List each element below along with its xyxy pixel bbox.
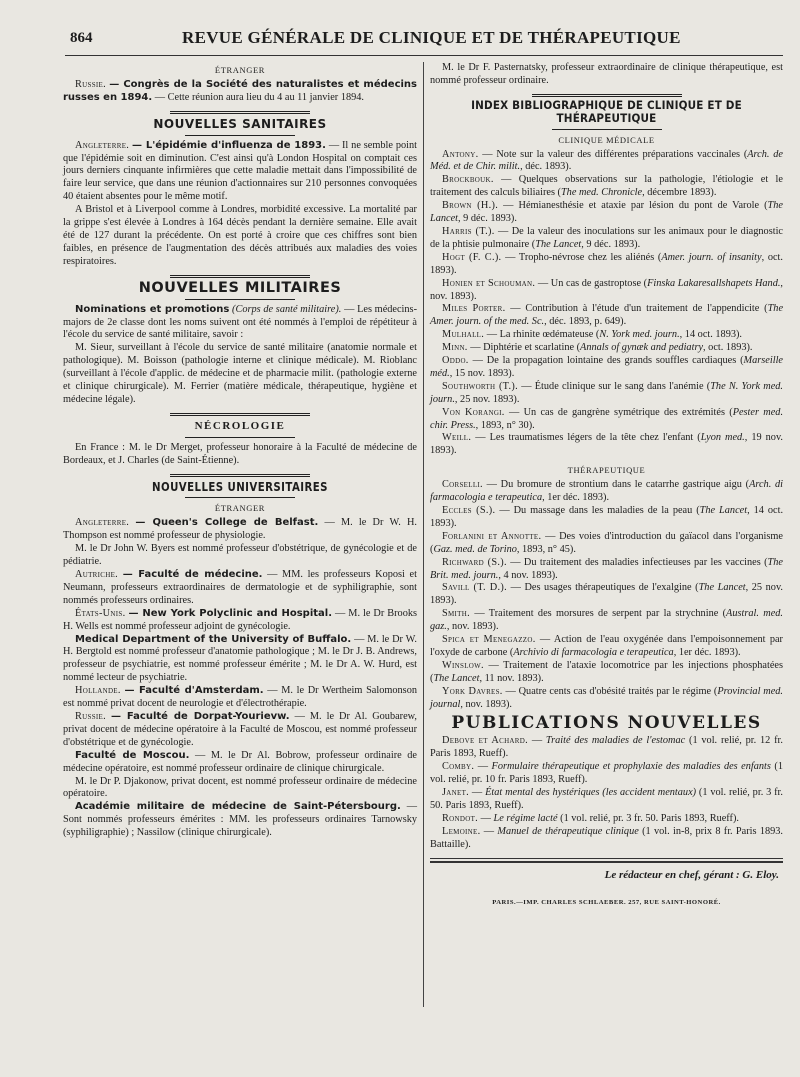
book-title: État mental des hystériques (les accident mentaux) <box>485 787 697 799</box>
bibliography-entry <box>430 531 783 557</box>
journal-source: The Lancet <box>699 505 748 516</box>
russie-congres-item: Russie. — Congrès de la Société des naturalistes et médecins russes en 1894. — Cette réunion aura lieu du 4 au 11 janvier 1894. <box>63 78 418 103</box>
journal-source: Marseille méd. <box>430 355 783 379</box>
bibliography-entry <box>430 174 783 200</box>
page-header <box>0 28 800 54</box>
author-name: Winslow. <box>442 659 484 671</box>
necrologie-section-header <box>63 413 417 438</box>
journal-source: The Lancet <box>535 238 582 250</box>
entry-text: — La rhinite œdémateuse ( <box>486 329 600 341</box>
author-name: Eccles (S.). <box>442 505 496 516</box>
author-name: Richward (S.). <box>442 556 507 568</box>
footer-rule <box>430 858 783 859</box>
running-title: REVUE GÉNÉRALE DE CLINIQUE ET DE THÉRAPEUTIQUE <box>182 28 681 47</box>
entry-text: — Du traitement des maladies infectieuses par les vaccines ( <box>510 556 768 568</box>
footer-rule <box>430 861 783 863</box>
entry-date: , 11 nov. 1893). <box>479 672 544 684</box>
author-name: Lemoine. <box>442 825 481 837</box>
journal-source: The Lancet <box>433 672 480 684</box>
author-name: Forlanini et Annotte. <box>442 530 542 542</box>
publication-entry: Rondot. — Le régime lacté (1 vol. relié, pr. 3 fr. 50. Paris 1893, Rueff). <box>442 812 739 824</box>
clinique-subheading: CLINIQUE MÉDICALE <box>558 134 655 145</box>
bibliography-entry <box>430 432 783 458</box>
entry-text: — Contribution à l'étude d'un traitement de l'appendicite ( <box>510 303 768 315</box>
saint-petersbourg-item: Académie militaire de médecine de Saint-Pétersbourg. — Sont nommés professeurs émérites : MM. les professeurs ordinaires Tarnowsky (syphiligraphie) ; Nassilow (clinique chirurgicale). <box>63 801 417 839</box>
publications-title: PUBLICATIONS NOUVELLES <box>451 712 762 733</box>
necrologie-title: NÉCROLOGIE <box>194 419 286 432</box>
entry-text: — Action de l'eau oxygénée dans l'empoisonnement par l'oxyde de carbone ( <box>430 634 783 658</box>
entry-text: — Note sur la valeur des différentes préparations vaccinales ( <box>482 148 748 160</box>
journal-source: Arch. di farmacologia e terapeutica <box>430 479 783 504</box>
bibliography-entry <box>430 608 783 634</box>
book-details: (1 vol. relié, pr. 3 fr. 50. Paris 1893, Rueff). <box>430 787 783 811</box>
militaires-title: NOUVELLES MILITAIRES <box>138 279 342 296</box>
book-title: Traité des maladies de l'estomac <box>545 735 686 747</box>
etats-unis-item: États-Unis. — New York Polyclinic and Hospital. — M. le Dr Brooks H. Wells est nommé professeur adjoint de gynécologie. <box>63 607 417 632</box>
author-name: Hogt (F. C.). <box>442 251 502 263</box>
author-name: Janet. <box>442 787 470 799</box>
entry-text: — De la propagation lointaine des grands souffles cardiaques ( <box>472 355 744 367</box>
author-name: Rondot. <box>442 812 479 824</box>
book-title: Le régime lacté <box>493 812 558 824</box>
therapeutique-bibliography-list <box>430 479 783 711</box>
angleterre-influenza-item: Angleterre. — L'épidémie d'influenza de 1893. — Il ne semble point que l'épidémie soit en diminution. C'est ainsi qu'à London Hospital on comptait ces jours derniers cinquante infirmières que cette maladie mettait dans l'impossibilité de faire leur service, que dans une réunion d'actionnaires sur 210 personnes convoquées 40 étaient absentes pour le même motif. <box>63 139 417 203</box>
ornament-rule <box>170 413 310 416</box>
column-divider <box>423 62 424 1007</box>
book-details: (1 vol. relié, pr. 12 fr. Paris 1893, Rueff). <box>430 735 783 760</box>
journal-source: Lyon med. <box>700 432 745 444</box>
entry-text: — Un cas de gangrène symétrique des extrémités ( <box>509 406 733 418</box>
publication-entry: Debove et Achard. — Traité des maladies de l'estomac (1 vol. relié, pr. 12 fr. Paris 1893, Rueff). <box>430 735 783 760</box>
printer-imprint: PARIS.—IMP. CHARLES SCHLAEBER. 257, RUE SAINT-HONORÉ. <box>492 899 721 907</box>
entry-date: , 14 oct. 1893). <box>430 505 784 529</box>
index-title: INDEX BIBLIOGRAPHIQUE DE CLINIQUE ET DE THÉRAPEUTIQUE <box>471 98 742 125</box>
entry-text: — Du massage dans les maladies de la peau ( <box>499 505 700 516</box>
journal-source: Amer. journ. of insanity <box>661 251 762 263</box>
ornament-rule <box>185 497 295 498</box>
entry-text: — Étude clinique sur le sang dans l'anémie ( <box>521 380 711 392</box>
entry-date: , 9 déc. 1893). <box>458 213 517 225</box>
etranger-subheading: ÉTRANGER <box>214 65 266 75</box>
editor-signature: Le rédacteur en chef, gérant : G. Eloy. <box>604 868 779 881</box>
entry-date: , oct. 1893). <box>430 251 783 276</box>
journal-source: Finska Lakaresallshapets Hand. <box>647 277 781 289</box>
author-name: Harris (T.). <box>442 225 495 237</box>
author-name: Weill. <box>442 432 472 444</box>
ornament-rule <box>185 299 295 300</box>
bibliography-entry <box>430 252 783 278</box>
author-name: Brown (H.). <box>442 200 499 212</box>
entry-date: , déc. 1893, p. 649). <box>544 316 627 328</box>
entry-date: , 1er déc. 1893). <box>542 492 610 504</box>
publication-entry: Comby. — Formulaire thérapeutique et prophylaxie des maladies des enfants (1 vol. relié, pr. 10 fr. Paris 1893, Rueff). <box>430 761 783 786</box>
journal-source: The med. Chronicle <box>560 187 643 199</box>
left-column <box>63 62 417 840</box>
entry-text: — De la valeur des inoculations sur les animaux pour le diagnostic de la phtisie pulmonaire ( <box>430 225 784 250</box>
therapeutique-subheading: THÉRAPEUTIQUE <box>567 465 646 476</box>
djakonow-paragraph: M. le Dr P. Djakonow, privat docent, est nommé professeur ordinaire de médecine opératoire. <box>63 775 417 800</box>
bibliography-entry <box>430 278 783 304</box>
bibliography-entry <box>430 407 783 433</box>
bristol-paragraph: A Bristol et à Liverpool comme à Londres, morbidité excessive. La mortalité par la grippe s'est élevée à Londres à 164 décès pendant la dernière semaine. Elle avait été de 127 durant la précédente. On est porté à croire que ces chiffres sont bien faibles, en présence de l'augmentation des décès attribués aux maladies des voies respiratoires. <box>63 204 417 267</box>
journal-source: Austral. med. gaz. <box>430 608 784 633</box>
pasternatsky-paragraph: M. le Dr F. Pasternatsky, professeur extraordinaire de clinique thérapeutique, est nommé professeur ordinaire. <box>430 62 783 86</box>
publication-entry: Lemoine. — Manuel de thérapeutique clinique (1 vol. in-8, prix 8 fr. Paris 1893. Battaille). <box>430 825 783 850</box>
etranger-subheading: ÉTRANGER <box>214 503 266 514</box>
bibliography-entry <box>430 557 783 583</box>
entry-date: , 25 nov. 1893). <box>454 393 520 405</box>
right-column <box>430 62 783 910</box>
author-name: Mulhall. <box>442 329 485 341</box>
book-title: Formulaire thérapeutique et prophylaxie des maladies des enfants <box>491 761 771 773</box>
author-name: Spica et Menegazzo. <box>442 634 536 646</box>
entry-text: — Quatre cents cas d'obésité traités par le régime ( <box>505 685 718 697</box>
book-title: Manuel de thérapeutique clinique <box>497 825 639 837</box>
dorpat-item: Russie. — Faculté de Dorpat-Yourievw. — M. le Dr Al. Goubarew, privat docent de médecine opératoire à la Faculté de Moscou, est nommé professeur d'obstétrique et de gynécologie. <box>63 710 418 748</box>
universitaires-section-header <box>63 474 417 499</box>
journal-source: The N. York med. journ. <box>430 380 783 405</box>
entry-date: , nov. 1893). <box>460 698 512 710</box>
entry-date: , nov. 1893). <box>430 277 783 302</box>
ornament-rule <box>552 129 662 130</box>
bibliography-entry <box>430 355 783 381</box>
journal-source: Provincial med. journal <box>430 685 783 710</box>
author-name: York Davres. <box>442 685 503 697</box>
author-name: Savill (T. D.). <box>442 582 508 594</box>
publications-list <box>430 735 783 851</box>
entry-date: , décembre 1893). <box>642 187 717 199</box>
nominations-list: M. Sieur, surveillant à l'école du service de santé militaire (anatomie normale et pathologique). M. Boisson (pathologie interne et clinique médicale). M. Rioblanc (surveillant à l'école d'applic. de médecine et de pharmacie milit. (pathologie externe et clinique chirurgicale). M. Ferrier (matière médicale, thérapeutique, hygiène et médecine légale). <box>63 342 417 405</box>
entry-date: , nov. 1893). <box>446 621 499 633</box>
entry-date: , 4 nov. 1893). <box>498 569 558 581</box>
ornament-rule <box>170 474 310 477</box>
clinique-bibliography-list <box>430 149 783 459</box>
bibliography-entry <box>430 303 783 329</box>
ornament-rule <box>185 437 295 438</box>
entry-date: , 1893, n° 45). <box>516 543 576 555</box>
journal-source: The Lancet <box>430 200 783 225</box>
entry-text: — Diphtérie et scarlatine ( <box>470 342 581 354</box>
byers-paragraph: M. le Dr John W. Byers est nommé professeur d'obstétrique, de gynécologie et de pédiatrie. <box>63 543 417 568</box>
author-name: Comby. <box>442 761 475 773</box>
index-section-header <box>430 94 783 130</box>
entry-date: , oct. 1893). <box>703 342 753 354</box>
journal-source: Arch. de Méd. et de Chir. milit. <box>430 148 783 173</box>
entry-text: — Les traumatismes légers de la tête chez l'enfant ( <box>475 432 701 444</box>
entry-text: — Traitement de l'ataxie locomotrice par les injections phosphatées ( <box>430 659 783 684</box>
entry-date: , 19 nov. 1893). <box>430 432 783 457</box>
ornament-rule <box>532 94 682 97</box>
entry-text: — Tropho-névrose chez les aliénés ( <box>505 251 662 263</box>
journal-source: Pester med. chir. Press. <box>430 406 784 431</box>
hollande-item: Hollande. — Faculté d'Amsterdam. — M. le Dr Wertheim Salomonson est nommé privat docent de neurologie et d'électrothérapie. <box>63 685 417 710</box>
entry-date: , 1893, n° 30). <box>475 419 535 431</box>
header-rule <box>65 55 783 56</box>
entry-text: — Quelques observations sur la pathologie, l'étiologie et le traitement des calculs biliaires ( <box>430 174 783 199</box>
entry-text: — Traitement des morsures de serpent par la strychnine ( <box>474 608 727 620</box>
militaires-section-header <box>63 275 417 300</box>
journal-source: Annals of gynæk and pediatry <box>580 342 704 354</box>
author-name: Southworth (T.). <box>442 380 518 392</box>
entry-text: — Des usages thérapeutiques de l'exalgine ( <box>510 582 699 594</box>
entry-date: , 15 nov. 1893). <box>449 367 515 379</box>
entry-date: , déc. 1893). <box>520 161 572 173</box>
entry-text: — Un cas de gastroptose ( <box>537 277 648 289</box>
entry-date: , 1er déc. 1893). <box>673 646 741 658</box>
entry-date: , 14 oct. 1893). <box>679 329 743 341</box>
author-name: Antony. <box>442 148 479 160</box>
bibliography-entry <box>430 226 783 252</box>
ornament-rule <box>185 135 295 136</box>
ornament-rule <box>170 275 310 278</box>
necrologie-text: En France : M. le Dr Merget, professeur honoraire à la Faculté de médecine de Bordeaux, et J. Charles (de Saint-Étienne). <box>63 441 417 466</box>
entry-date: , 9 déc. 1893). <box>581 238 641 250</box>
entry-text: — Des voies d'introduction du gaïacol dans l'organisme ( <box>430 530 783 555</box>
book-details: (1 vol. relié, pr. 3 fr. 50. Paris 1893, Rueff). <box>557 812 739 824</box>
entry-date: , 25 nov. 1893). <box>430 582 783 607</box>
bibliography-entry <box>430 479 783 505</box>
author-name: Smith. <box>442 608 470 620</box>
publication-entry: Janet. — État mental des hystériques (les accident mentaux) (1 vol. relié, pr. 3 fr. 50. Paris 1893, Rueff). <box>430 787 783 811</box>
author-name: Corselli. <box>442 479 483 491</box>
author-name: Minn. <box>442 342 468 354</box>
journal-source: The Amer. journ. of the med. Sc. <box>430 303 784 328</box>
buffalo-item: Medical Department of the University of Buffalo. — M. le Dr W. H. Bergtold est nommé professeur d'anatomie pathologique ; M. le Dr J. B. Andrews, professeur de psychiatrie, est nommé professeur émérite ; M. le Dr A. W. Hurd, est nommé lecteur de psychiatrie. <box>63 633 417 684</box>
journal-source: The Brit. med. journ. <box>430 556 783 581</box>
author-name: Oddo. <box>442 355 469 367</box>
bibliography-entry <box>430 686 783 712</box>
sanitaires-section-header <box>63 111 417 136</box>
author-name: Von Korangi. <box>442 406 505 418</box>
bibliography-entry <box>430 660 783 686</box>
book-details: (1 vol. in-8, prix 8 fr. Paris 1893. Battaille). <box>430 825 783 850</box>
bibliography-entry <box>430 505 783 531</box>
sanitaires-title: NOUVELLES SANITAIRES <box>153 116 327 131</box>
journal-source: Archivio di farmacologia e terapeutica <box>513 646 674 658</box>
author-name: Debove et Achard. <box>442 735 528 747</box>
ornament-rule <box>170 111 310 114</box>
queens-college-item: Angleterre. — Queen's College de Belfast. — M. le Dr W. H. Thompson est nommé professeur de physiologie. <box>63 517 417 542</box>
bibliography-entry <box>430 149 783 175</box>
bibliography-entry <box>430 634 783 660</box>
journal-source: Gaz. med. de Torino <box>433 543 517 555</box>
journal-source: The Lancet <box>698 582 746 594</box>
author-name: Brockbouk. <box>442 174 494 186</box>
universitaires-title: NOUVELLES UNIVERSITAIRES <box>152 479 328 494</box>
bibliography-entry <box>430 381 783 407</box>
book-details: (1 vol. relié, pr. 10 fr. Paris 1893, Rueff). <box>430 761 783 786</box>
bibliography-entry <box>430 329 783 342</box>
bibliography-entry <box>430 342 783 355</box>
bibliography-entry <box>430 582 783 608</box>
author-name: Honien et Schouman. <box>442 277 536 289</box>
journal-source: N. York med. journ. <box>599 329 680 341</box>
bibliography-entry <box>430 200 783 226</box>
entry-text: — Du bromure de strontium dans le catarrhe gastrique aigu ( <box>486 479 750 491</box>
nominations-item: Nominations et promotions (Corps de santé militaire). — Les médecins-majors de 2e classe dont les noms suivent ont été nommés à l'emploi de répétiteur à l'école du service de santé militaire, savoir : <box>63 303 417 341</box>
moscou-item: Faculté de Moscou. — M. le Dr Al. Bobrow, professeur ordinaire de médecine opératoire, est nommé professeur ordinaire de clinique chirurgicale. <box>63 749 417 774</box>
author-name: Miles Porter. <box>442 303 506 315</box>
page-number: 864 <box>70 30 93 46</box>
autriche-item: Autriche. — Faculté de médecine. — MM. les professeurs Koposi et Neumann, professeurs extraordinaires de dermatologie et de syphiligraphie, sont nommés professeurs ordinaires. <box>63 569 417 606</box>
entry-text: — Hémianesthésie et ataxie par lésion du pont de Varole ( <box>503 200 768 212</box>
